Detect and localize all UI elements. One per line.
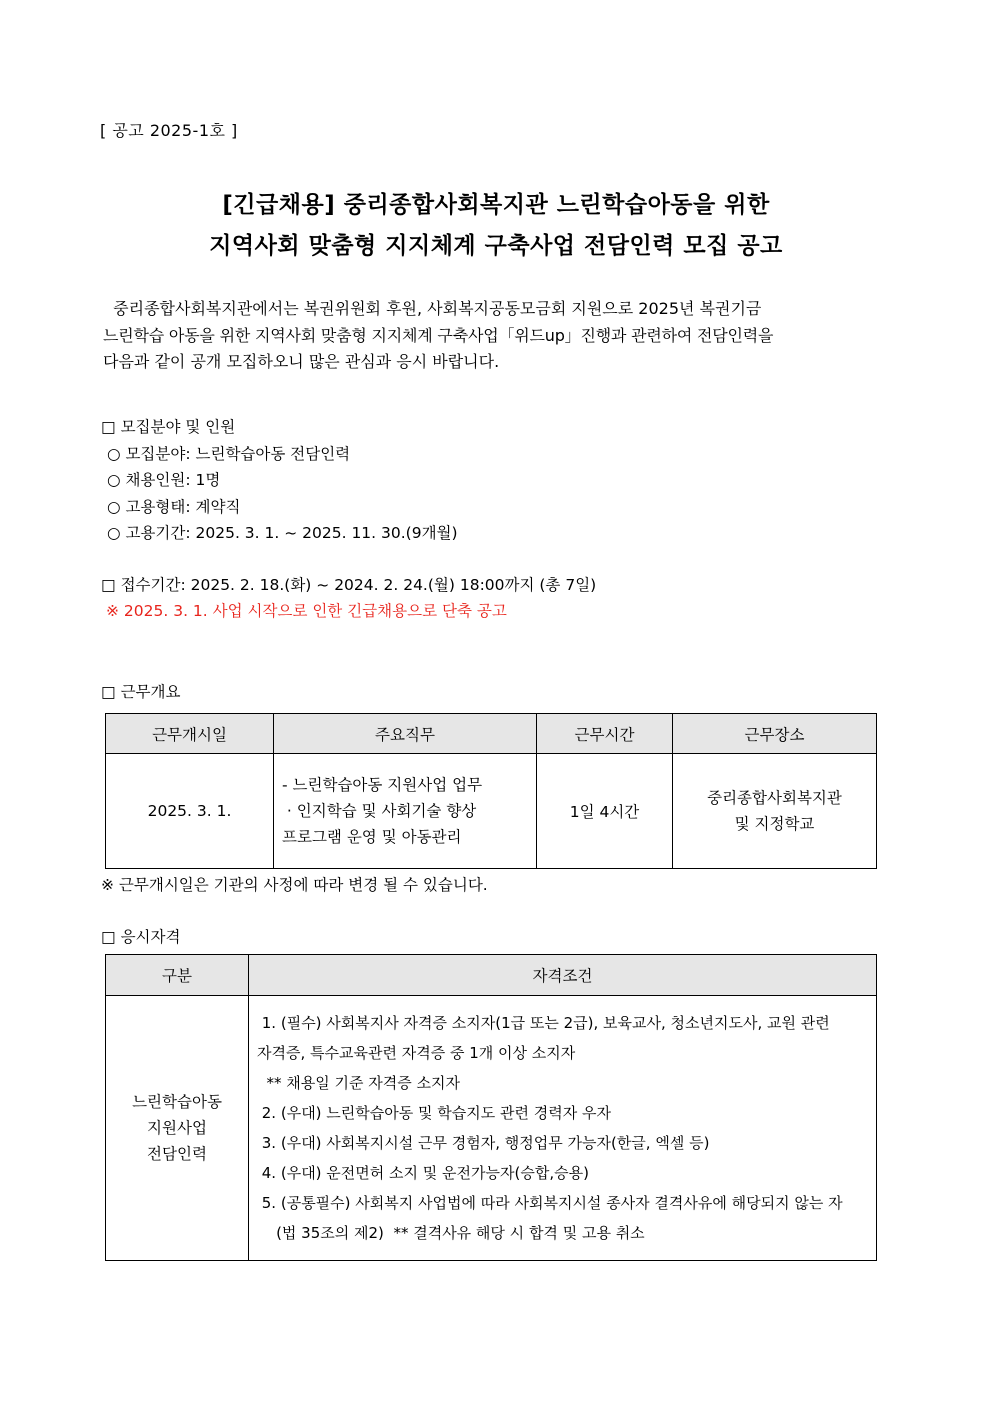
work-place [673,754,877,869]
title-line-2: 지역사회 맞춤형 지지체계 구축사업 전담인력 모집 공고 [209,233,783,259]
condition-line: 4. (우대) 운전면허 소지 및 운전가능자(승합,승용) [257,1164,589,1182]
condition-line: 1. (필수) 사회복지사 자격증 소지자(1급 또는 2급), 보육교사, 청소년지도사, 교원 관련 [257,1014,830,1032]
work-header-place: 근무장소 [673,714,877,754]
qual-conditions [249,996,877,1261]
place-line: 및 지정학교 [734,815,815,833]
duty-line: 프로그램 운영 및 아동관리 [282,828,462,846]
application-period: □ 접수기간: 2025. 2. 18.(화) ~ 2024. 2. 24.(월) 18:00까지 (총 7일) [101,576,597,594]
condition-line: (법 35조의 제2) ** 결격사유 해당 시 합격 및 고용 취소 [257,1224,645,1242]
place-line: 중리종합사회복지관 [707,789,842,807]
duty-line: · 인지학습 및 사회기술 향상 [282,802,477,820]
condition-line: 자격증, 특수교육관련 자격증 중 1개 이상 소지자 [257,1044,576,1062]
work-table-header [106,714,877,754]
notice-number: [ 공고 2025-1호 ] [100,121,238,140]
qual-category [106,996,249,1261]
work-hours: 1일 4시간 [537,754,673,869]
recruit-count: ○ 채용인원: 1명 [107,471,221,489]
work-start-date: 2025. 3. 1. [106,754,274,869]
work-heading: □ 근무개요 [101,683,181,701]
condition-line: 2. (우대) 느린학습아동 및 학습지도 관련 경력자 우자 [257,1104,611,1122]
duty-line: - 느린학습아동 지원사업 업무 [282,776,483,794]
work-duties [274,754,537,869]
work-header-start: 근무개시일 [106,714,274,754]
category-line: 지원사업 [147,1119,207,1137]
recruit-type: ○ 고용형태: 계약직 [107,498,241,516]
qualification-heading: □ 응시자격 [101,928,181,946]
category-line: 느린학습아동 [132,1093,222,1111]
qual-header-category: 구분 [106,955,249,996]
condition-line: ** 채용일 기준 자격증 소지자 [257,1074,460,1092]
table-row [106,754,877,869]
work-note: ※ 근무개시일은 기관의 사정에 따라 변경 될 수 있습니다. [101,876,488,894]
intro-line-3: 다음과 같이 공개 모집하오니 많은 관심과 응시 바랍니다. [103,352,500,371]
work-header-hours: 근무시간 [537,714,673,754]
recruit-field: ○ 모집분야: 느린학습아동 전담인력 [107,445,351,463]
recruit-heading: □ 모집분야 및 인원 [101,418,236,436]
category-line: 전담인력 [147,1145,207,1163]
intro-paragraph [103,296,889,376]
qualification-table-header [106,955,877,996]
qual-header-conditions: 자격조건 [249,955,877,996]
work-header-duty: 주요직무 [274,714,537,754]
condition-line: 3. (우대) 사회복지시설 근무 경험자, 행정업무 가능자(한글, 엑셀 등) [257,1134,710,1152]
table-row [106,996,877,1261]
intro-line-2: 느린학습 아동을 위한 지역사회 맞춤형 지지체계 구축사업「위드up」진행과 관련하여 전담인력을 [103,325,774,345]
work-table [105,713,877,869]
qualification-table [105,954,877,1261]
condition-line: 5. (공통필수) 사회복지 사업법에 따라 사회복지시설 종사자 결격사유에 해당되지 않는 자 [257,1194,843,1212]
urgent-note: ※ 2025. 3. 1. 사업 시작으로 인한 긴급채용으로 단축 공고 [106,602,507,620]
recruit-period: ○ 고용기간: 2025. 3. 1. ~ 2025. 11. 30.(9개월) [107,524,458,542]
intro-line-1: 중리종합사회복지관에서는 복권위원회 후원, 사회복지공동모금회 지원으로 2025년 복권기금 [103,299,762,318]
title-line-1: [긴급채용] 중리종합사회복지관 느린학습아동을 위한 [222,192,770,218]
